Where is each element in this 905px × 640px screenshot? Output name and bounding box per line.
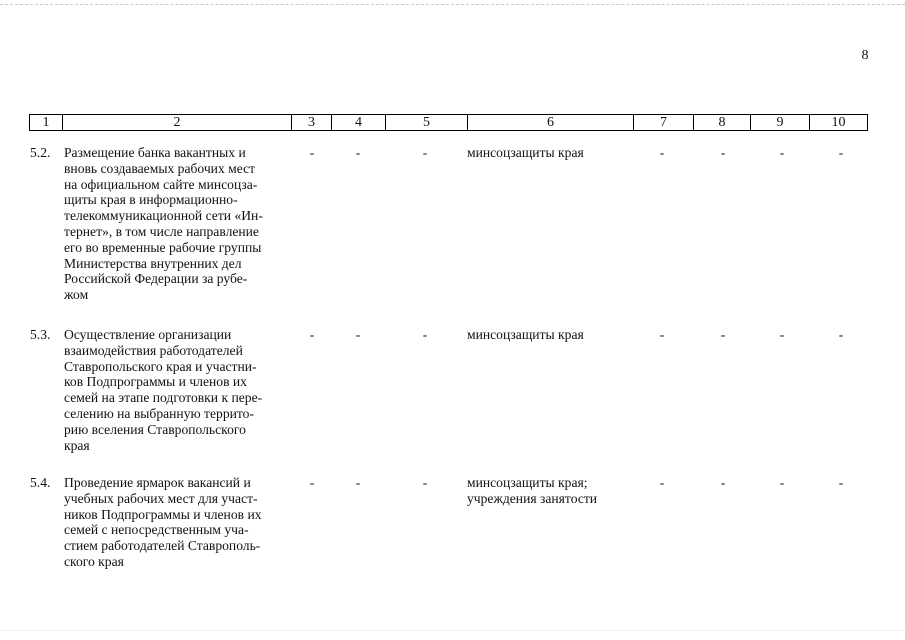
desc-line: Ставропольского края и участни- xyxy=(64,358,257,374)
desc-line: тернет», в том числе направление xyxy=(64,223,259,239)
cell-col-4: - xyxy=(355,327,361,342)
desc-line: его во временные рабочие группы xyxy=(64,239,262,255)
row-description xyxy=(64,475,289,570)
desc-line: ского края xyxy=(64,553,124,569)
desc-line: взаимодействия работодателей xyxy=(64,342,243,358)
header-col-8: 8 xyxy=(694,115,751,131)
desc-line: селению на выбранную террито- xyxy=(64,405,254,421)
scan-top-edge xyxy=(0,4,905,5)
header-col-1: 1 xyxy=(30,115,63,131)
row-description xyxy=(64,327,289,453)
page-number: 8 xyxy=(861,48,869,63)
desc-line: телекоммуникационной сети «Ин- xyxy=(64,208,263,224)
desc-line: края xyxy=(64,437,90,453)
cell-col-7: - xyxy=(659,145,665,160)
cell-col-8: - xyxy=(720,145,726,160)
header-col-4: 4 xyxy=(332,115,386,131)
desc-line: семей на этапе подготовки к пере- xyxy=(64,390,263,406)
table-header-row xyxy=(29,114,868,131)
row-description xyxy=(64,145,289,303)
cell-col-3: - xyxy=(309,327,315,342)
desc-line: семей с непосредственным уча- xyxy=(64,522,249,538)
desc-line: вновь создаваемых рабочих мест xyxy=(64,160,256,176)
responsible-executor xyxy=(467,475,637,507)
row-number: 5.4. xyxy=(30,475,51,490)
responsible-executor xyxy=(467,145,637,161)
desc-line: Осуществление организации xyxy=(64,327,232,342)
resp-line: минсоцзащиты края xyxy=(467,145,584,160)
desc-line: стием работодателей Ставрополь- xyxy=(64,538,261,554)
row-number: 5.2. xyxy=(30,145,51,160)
cell-col-3: - xyxy=(309,145,315,160)
header-col-3: 3 xyxy=(292,115,332,131)
cell-col-9: - xyxy=(779,327,785,342)
header-col-2: 2 xyxy=(63,115,292,131)
desc-line: Размещение банка вакантных и xyxy=(64,145,246,160)
desc-line: Российской Федерации за рубе- xyxy=(64,271,248,287)
header-col-10: 10 xyxy=(810,115,868,131)
row-number: 5.3. xyxy=(30,327,51,342)
desc-line: учебных рабочих мест для участ- xyxy=(64,490,258,506)
cell-col-8: - xyxy=(720,327,726,342)
cell-col-9: - xyxy=(779,475,785,490)
cell-col-4: - xyxy=(355,145,361,160)
desc-line: Проведение ярмарок вакансий и xyxy=(64,475,251,490)
header-col-5: 5 xyxy=(386,115,468,131)
header-col-7: 7 xyxy=(634,115,694,131)
desc-line: Министерства внутренних дел xyxy=(64,255,242,271)
resp-line: учреждения занятости xyxy=(467,490,598,506)
cell-col-4: - xyxy=(355,475,361,490)
cell-col-5: - xyxy=(422,145,428,160)
cell-col-10: - xyxy=(838,475,844,490)
cell-col-5: - xyxy=(422,327,428,342)
responsible-executor xyxy=(467,327,637,343)
desc-line: ников Подпрограммы и членов их xyxy=(64,506,262,522)
desc-line: щиты края в информационно- xyxy=(64,192,238,208)
cell-col-3: - xyxy=(309,475,315,490)
scan-bottom-edge xyxy=(0,630,905,631)
header-col-9: 9 xyxy=(751,115,810,131)
cell-col-7: - xyxy=(659,475,665,490)
cell-col-9: - xyxy=(779,145,785,160)
cell-col-5: - xyxy=(422,475,428,490)
desc-line: ков Подпрограммы и членов их xyxy=(64,374,247,390)
desc-line: жом xyxy=(64,287,89,303)
cell-col-7: - xyxy=(659,327,665,342)
desc-line: рию вселения Ставропольского xyxy=(64,421,246,437)
resp-line: минсоцзащиты края xyxy=(467,327,584,342)
cell-col-10: - xyxy=(838,327,844,342)
desc-line: на официальном сайте минсоцза- xyxy=(64,176,258,192)
header-col-6: 6 xyxy=(468,115,634,131)
cell-col-8: - xyxy=(720,475,726,490)
cell-col-10: - xyxy=(838,145,844,160)
resp-line: минсоцзащиты края; xyxy=(467,475,588,490)
